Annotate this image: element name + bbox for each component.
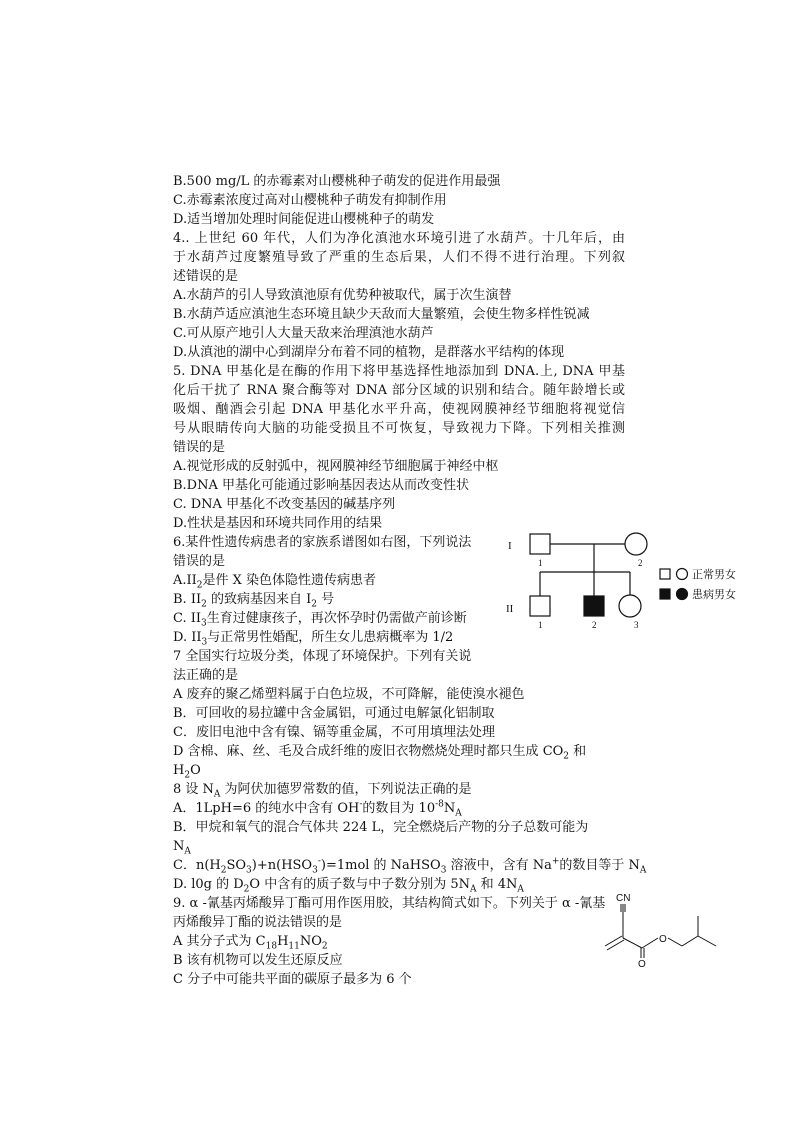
- q5-option-c: C. DNA 甲基化不改变基因的碱基序列: [173, 497, 396, 512]
- q9-option-a: A 其分子式为 $C_{18}H_{11}NO_2$: [173, 934, 328, 952]
- q3-option-d: D.适当增加处理时间能促进山樱桃种子的萌发: [173, 212, 435, 227]
- q6-stem-line1: 6.某件性遗传病患者的家族系谱图如右图，下列说法: [173, 535, 472, 550]
- q5-stem-line5: 错误的是: [173, 440, 226, 455]
- q6-option-d: D. $II_3$与正常男性婚配，所生女儿患病概率为 1/2: [173, 630, 454, 648]
- q4-option-a: A.水葫芦的引人导致滇池原有优势种被取代，属于次生演替: [173, 288, 512, 303]
- q5-stem-line4: 号从眼睛传向大脑的功能受损且不可恢复，导致视力下降。下列相关推测: [173, 421, 625, 436]
- q8-option-d: D. l0g 的 $D_2O$ 中含有的质子数与中子数分别为 $5N_A$ 和 $4N_A$: [173, 877, 524, 895]
- label-2-3: 3: [634, 620, 639, 630]
- q3-option-b: B.500 mg/L 的赤霉素对山樱桃种子萌发的促进作用最强: [173, 174, 501, 189]
- q8-option-b: B．甲烷和氧气的混合气体共 224 L，完全燃烧后产物的分子总数可能为: [173, 820, 589, 835]
- label-2-2: 2: [592, 620, 597, 630]
- q9-stem-line1: 9. α -氰基丙烯酸异丁酯可用作医用胶，其结构简式如下。下列关于 α -氰基: [173, 896, 606, 911]
- legend-normal-label: 正常男女: [692, 569, 736, 581]
- label-1-1: 1: [538, 558, 543, 568]
- q7-option-d-cont: $H_2O$: [173, 763, 201, 781]
- carbonyl-oxygen-label: O: [638, 959, 646, 968]
- q8-option-b-cont: $N_A$: [173, 839, 191, 857]
- q6-option-c: C. $II_3$生育过健康孩子，再次怀孕时仍需做产前诊断: [173, 611, 467, 629]
- q9-stem-line2: 丙烯酸异丁酯的说法错误的是: [173, 915, 343, 930]
- q5-option-d: D.性状是基因和环境共同作用的结果: [173, 516, 383, 531]
- q4-option-b: B.水葫芦适应滇池生态环境且缺少天敌而大量繁殖，会使生物多样性锐减: [173, 307, 590, 322]
- gen1-male-normal: [530, 534, 550, 554]
- q4-stem-line1: 4.. 上世纪 60 年代，人们为净化滇池水环境引进了水葫芦。十几年后，由: [173, 231, 625, 246]
- q9-option-b: B 该有机物可以发生还原反应: [173, 953, 343, 968]
- q8-option-a: A．1LpH=6 的纯水中含有 OH-的数目为 $10^{-8}N_A$: [173, 799, 462, 819]
- q4-stem-line2: 于水葫芦过度繁殖导致了严重的生态后果，人们不得不进行治理。下列叙: [173, 250, 625, 265]
- legend-affected-male-icon: [660, 589, 670, 599]
- q5-option-a: A.视觉形成的反射弧中，视网膜神经节细胞属于神经中枢: [173, 459, 499, 474]
- q5-stem-line1: 5. DNA 甲基化是在酶的作用下将甲基选择性地添加到 DNA.上, DNA 甲基: [173, 364, 625, 379]
- q6-option-b: B. $II_2$ 的致病基因来自 $I_2$ 号: [173, 592, 335, 610]
- q3-option-c: C.赤霉素浓度过高对山樱桃种子萌发有抑制作用: [173, 193, 447, 208]
- legend-affected-female-icon: [677, 589, 688, 600]
- q8-stem: 8 设 $N_A$ 为阿伏加德罗常数的值，下列说法正确的是: [173, 782, 472, 800]
- pedigree-figure: [500, 524, 760, 644]
- q5-stem-line2: 化后干扰了 RNA 聚合酶等对 DNA 部分区域的识别和结合。随年龄增长或: [173, 383, 625, 398]
- q6-option-a: $A.II_2$是件 X 染色体隐性遗传病患者: [173, 573, 377, 591]
- q4-option-c: C.可从原产地引人大量天敌来治理滇池水葫芦: [173, 326, 434, 341]
- cyano-label: CN: [616, 893, 631, 904]
- q8-option-c: C．$n(H_2SO_3)+n(HSO_3^-)=1mol$ 的 NaHSO$_3$ 溶液中，含有 Na+的数目等于 $N_A$: [173, 856, 647, 876]
- label-2-1: 1: [538, 620, 543, 630]
- q7-option-d: D 含棉、麻、丝、毛及合成纤维的废旧衣物燃烧处理时都只生成 $CO_2$ 和: [173, 744, 587, 762]
- gen1-female-normal: [625, 533, 647, 555]
- q5-option-b: B.DNA 甲基化可能通过影响基因表达从而改变性状: [173, 478, 470, 493]
- chemical-structure: [600, 888, 730, 968]
- generation-label-2: II: [506, 603, 514, 615]
- gen2-female-normal: [619, 595, 641, 617]
- legend-affected-label: 患病男女: [692, 589, 736, 601]
- q6-stem-line2: 错误的是: [173, 554, 226, 569]
- q5-stem-line3: 吸烟、酗酒会引起 DNA 甲基化水平升高，使视网膜神经节细胞将视觉信: [173, 402, 625, 417]
- q4-option-d: D.从滇池的湖中心到湖岸分布着不同的植物，是群落水平结构的体现: [173, 345, 565, 360]
- q4-stem-line3: 述错误的是: [173, 269, 239, 284]
- ester-oxygen-label: O: [659, 934, 667, 945]
- gen2-male-affected: [584, 596, 604, 616]
- gen2-male-normal: [530, 596, 550, 616]
- q7-stem-line2: 法正确的是: [173, 668, 239, 683]
- label-1-2: 2: [638, 558, 643, 568]
- q7-stem-line1: 7 全国实行垃圾分类，体现了环境保护。下列有关说: [173, 649, 472, 664]
- q7-option-a: A 废弃的聚乙烯塑料属于白色垃圾，不可降解，能使溴水褪色: [173, 687, 525, 702]
- legend-normal-female-icon: [677, 569, 688, 580]
- legend-normal-male-icon: [660, 569, 670, 579]
- q7-option-b: B．可回收的易拉罐中含金属铝，可通过电解氯化铝制取: [173, 706, 495, 721]
- q9-option-c: C 分子中可能共平面的碳原子最多为 6 个: [173, 972, 412, 987]
- generation-label-1: I: [508, 540, 512, 552]
- q7-option-c: C．废旧电池中含有镍、镉等重金属，不可用填埋法处理: [173, 725, 495, 740]
